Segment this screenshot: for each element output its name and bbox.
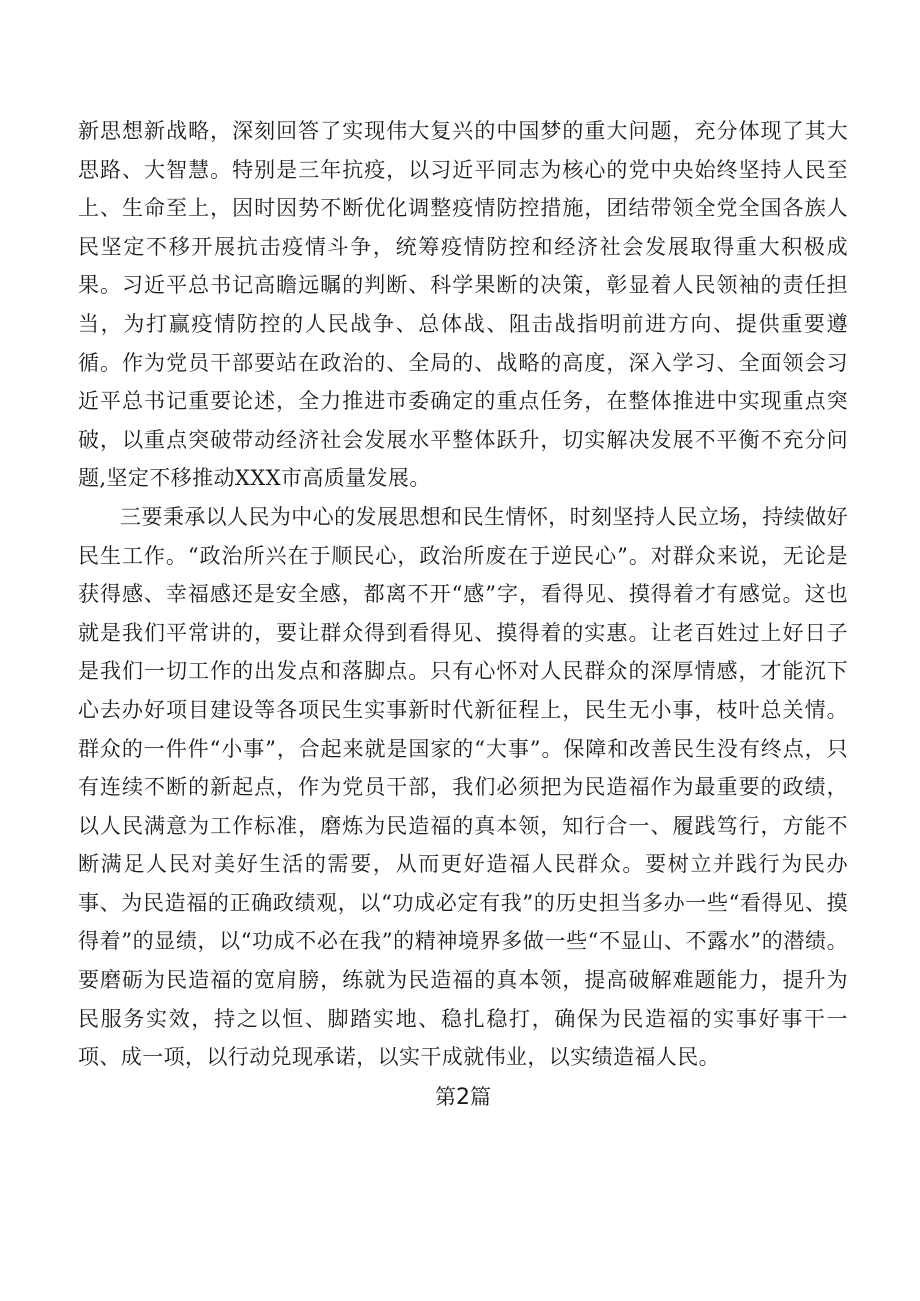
section-heading <box>78 1077 848 1118</box>
section-heading-suffix: 篇 <box>470 1084 491 1109</box>
document-page <box>78 112 848 1118</box>
body-paragraph-1: 新思想新战略，深刻回答了实现伟大复兴的中国梦的重大问题，充分体现了其大思路、大智慧。特别是三年抗疫，以习近平同志为核心的党中央始终坚持人民至上、生命至上，因时因势不断优化调整疫情防控措施，团结带领全党全国各族人民坚定不移开展抗击疫情斗争，统筹疫情防控和经济社会发展取得重大积极成果。习近平总书记高瞻远瞩的判断、科学果断的决策，彰显着人民领袖的责任担当，为打赢疫情防控的人民战争、总体战、阻击战指明前进方向、提供重要遵循。作为党员干部要站在政治的、全局的、战略的高度，深入学习、全面领会习近平总书记重要论述，全力推进市委确定的重点任务，在整体推进中实现重点突破，以重点突破带动经济社会发展水平整体跃升，切实解决发展不平衡不充分问题,坚定不移推动XXX市高质量发展。 <box>78 119 848 491</box>
section-heading-prefix: 第 <box>435 1084 456 1109</box>
body-paragraph-2: 三要秉承以人民为中心的发展思想和民生情怀，时刻坚持人民立场，持续做好民生工作。“政治所兴在于顺民心，政治所废在于逆民心”。对群众来说，无论是获得感、幸福感还是安全感，都离不开“感”字，看得见、摸得着才有感觉。这也就是我们平常讲的，要让群众得到看得见、摸得着的实惠。让老百姓过上好日子是我们一切工作的出发点和落脚点。只有心怀对人民群众的深厚情感，才能沉下心去办好项目建设等各项民生实事新时代新征程上，民生无小事，枝叶总关情。群众的一件件“小事”，合起来就是国家的“大事”。保障和改善民生没有终点，只有连续不断的新起点，作为党员干部，我们必须把为民造福作为最重要的政绩，以人民满意为工作标准，磨炼为民造福的真本领，知行合一、履践笃行，方能不断满足人民对美好生活的需要，从而更好造福人民群众。要树立并践行为民办事、为民造福的正确政绩观，以“功成必定有我”的历史担当多办一些“看得见、摸得着”的显绩，以“功成不必在我”的精神境界多做一些“不显山、不露水”的潜绩。要磨砺为民造福的宽肩膀，练就为民造福的真本领，提高破解难题能力，提升为民服务实效，持之以恒、脚踏实地、稳扎稳打，确保为民造福的实事好事干一项、成一项，以行动兑现承诺，以实干成就伟业，以实绩造福人民。 <box>78 504 848 1070</box>
section-heading-number: 2 <box>456 1084 470 1110</box>
